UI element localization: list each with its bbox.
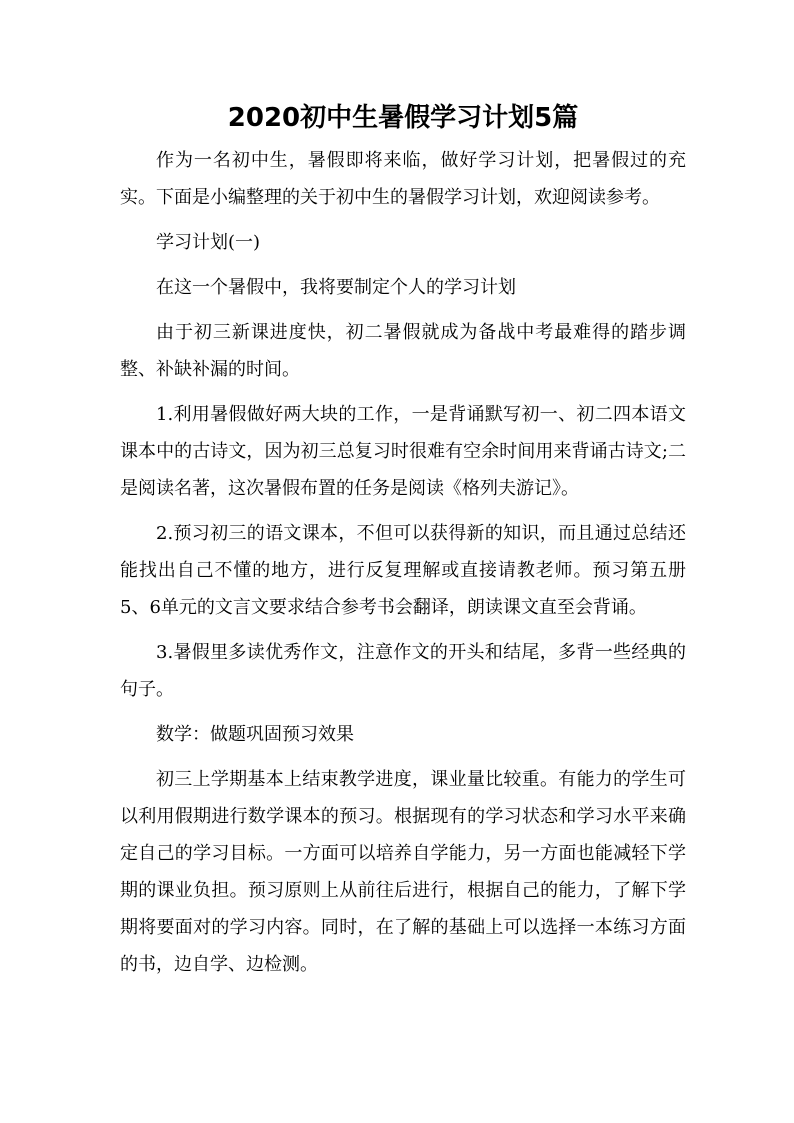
list-item-3: 3.暑假里多读优秀作文，注意作文的开头和结尾，多背一些经典的句子。 [120, 642, 686, 700]
list-item-2: 2.预习初三的语文课本，不但可以获得新的知识，而且通过总结还能找出自己不懂的地方，进行反复理解或直接请教老师。预习第五册5、6单元的文言文要求结合参考书会翻译，朗读课文直至会背诵。 [120, 523, 686, 618]
document-title: 2020初中生暑假学习计划5篇 [227, 103, 579, 133]
list-item-1: 1.利用暑假做好两大块的工作，一是背诵默写初一、初二四本语文课本中的古诗文，因为初三总复习时很难有空余时间用来背诵古诗文;二是阅读名著，这次暑假布置的任务是阅读《格列夫游记》。 [120, 404, 686, 499]
paragraph-grade-two-summer: 由于初三新课进度快，初二暑假就成为备战中考最难得的踏步调整、补缺补漏的时间。 [120, 322, 686, 380]
paragraph-intro: 作为一名初中生，暑假即将来临，做好学习计划，把暑假过的充实。下面是小编整理的关于初中生的暑假学习计划，欢迎阅读参考。 [120, 150, 686, 208]
section-heading-plan-1: 学习计划(一) [156, 232, 261, 253]
document-page [120, 98, 686, 991]
section-heading-math: 数学：做题巩固预习效果 [156, 724, 354, 745]
paragraph-math: 初三上学期基本上结束教学进度，课业量比较重。有能力的学生可以利用假期进行数学课本的预习。根据现有的学习状态和学习水平来确定自己的学习目标。一方面可以培养自学能力，另一方面也能减轻下学期的课业负担。预习原则上从前往后进行，根据自己的能力，了解下学期将要面对的学习内容。同时，在了解的基础上可以选择一本练习方面的书，边自学、边检测。 [120, 769, 686, 975]
paragraph-plan-statement: 在这一个暑假中，我将要制定个人的学习计划 [156, 277, 516, 298]
